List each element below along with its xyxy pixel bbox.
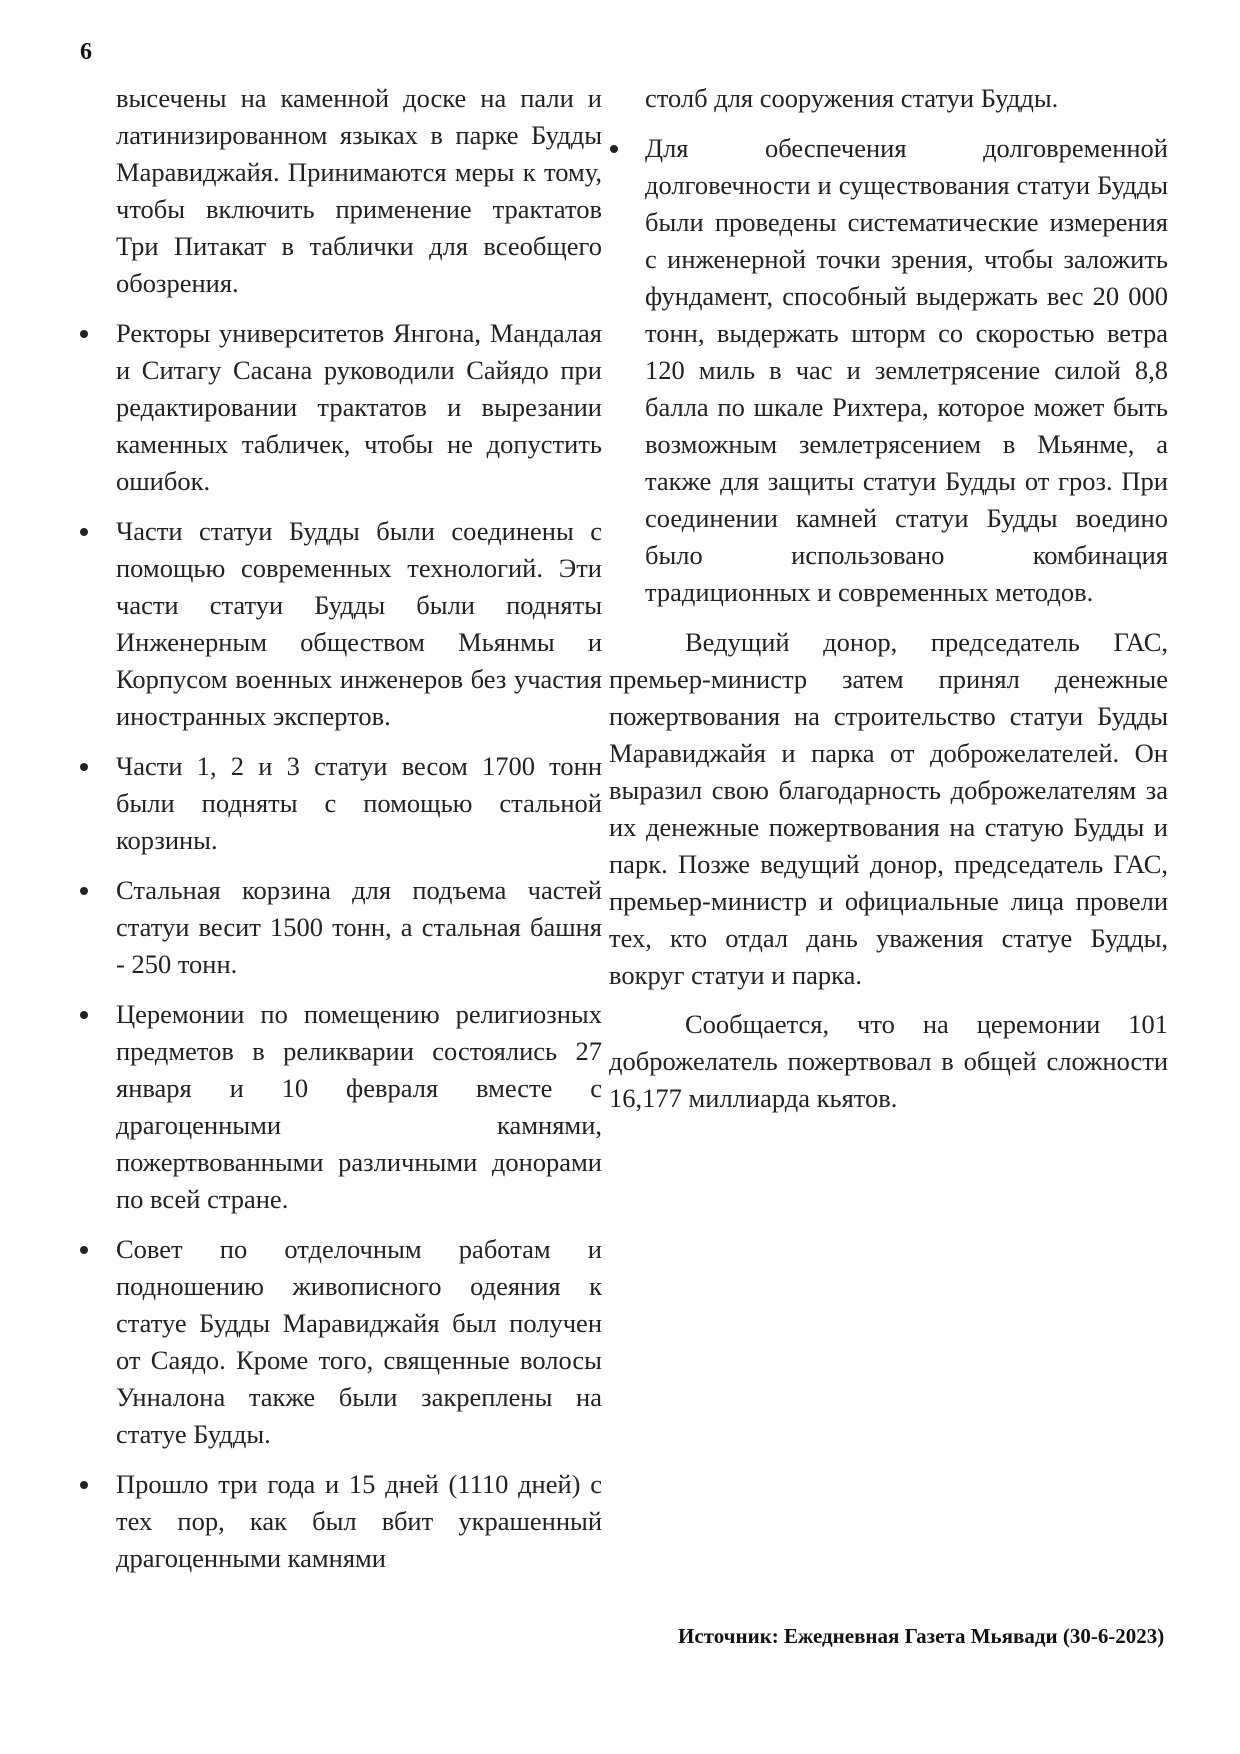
bullet-item (116, 1466, 602, 1577)
bullet-item (645, 130, 1168, 611)
bullet-text: Стальная корзина для подъема частей статуи весит 1500 тонн, а стальная башня - 250 тонн. (116, 875, 602, 979)
bullet-text: Церемонии по помещению религиозных предметов в реликварии состоялись 27 января и 10 февраля вместе с драгоценными камнями, пожертвованными различными донорами по всей стране. (116, 999, 602, 1214)
bullet-icon (80, 763, 88, 771)
bullet-item (116, 872, 602, 983)
right-column (609, 80, 1168, 1129)
bullet-item (116, 996, 602, 1218)
bullet-item (116, 315, 602, 500)
paragraph: Ведущий донор, председатель ГАС, премьер-министр затем принял денежные пожертвования на строительство статуи Будды Маравиджайя и парка от доброжелателей. Он выразил свою благодарность доброжелателям за их денежные пожертвования на статую Будды и парк. Позже ведущий донор, председатель ГАС, премьер-министр и официальные лица провели тех, кто отдал дань уважения статуе Будды, вокруг статуи и парка. (609, 627, 1168, 990)
bullet-text: Прошло три года и 15 дней (1110 дней) с тех пор, как был вбит украшенный драгоценными камнями (116, 1469, 602, 1573)
page-number: 6 (80, 39, 92, 65)
source-citation: Источник: Ежедневная Газета Мьявади (30-6-2023) (678, 1624, 1165, 1648)
left-lead-text: высечены на каменной доске на пали и латинизированном языках в парке Будды Маравиджайя. Принимаются меры к тому, чтобы включить применение трактатов Три Питакат в таблички для всеобщего обозрения. (116, 83, 602, 298)
bullet-icon (80, 528, 88, 536)
bullet-item (116, 1231, 602, 1453)
bullet-icon (80, 887, 88, 895)
bullet-icon (610, 145, 618, 153)
right-lead-text: столб для сооружения статуи Будды. (645, 83, 1059, 113)
bullet-icon (80, 1246, 88, 1254)
left-column (116, 80, 602, 1590)
bullet-item (116, 748, 602, 859)
right-paragraphs (609, 624, 1168, 1117)
bullet-text: Ректоры университетов Янгона, Мандалая и Ситагу Сасана руководили Сайядо при редактировании трактатов и вырезании каменных табличек, чтобы не допустить ошибок. (116, 318, 602, 496)
bullet-text: Части статуи Будды были соединены с помощью современных технологий. Эти части статуи Будды были подняты Инженерным обществом Мьянмы и Корпусом военных инженеров без участия иностранных экспертов. (116, 516, 602, 731)
bullet-text: Совет по отделочным работам и подношению живописного одеяния к статуе Будды Маравиджайя был получен от Саядо. Кроме того, священные волосы Унналона также были закреплены на статуе Будды. (116, 1234, 602, 1449)
paragraph: Сообщается, что на церемонии 101 доброжелатель пожертвовал в общей сложности 16,177 миллиарда кьятов. (609, 1009, 1168, 1113)
bullet-item (116, 513, 602, 735)
bullet-text: Для обеспечения долговременной долговечности и существования статуи Будды были проведены систематические измерения с инженерной точки зрения, чтобы заложить фундамент, способный выдержать вес 20 000 тонн, выдержать шторм со скоростью ветра 120 миль в час и землетрясение силой 8,8 балла по шкале Рихтера, которое может быть возможным землетрясением в Мьянме, а также для защиты статуи Будды от гроз. При соединении камней статуи Будды воедино было использовано комбинация традиционных и современных методов. (645, 133, 1168, 607)
bullet-icon (80, 330, 88, 338)
bullet-icon (80, 1481, 88, 1489)
left-bullet-list (116, 315, 602, 1577)
bullet-icon (80, 1011, 88, 1019)
right-bullet-list (645, 130, 1168, 611)
bullet-text: Части 1, 2 и 3 статуи весом 1700 тонн были подняты с помощью стальной корзины. (116, 751, 602, 855)
